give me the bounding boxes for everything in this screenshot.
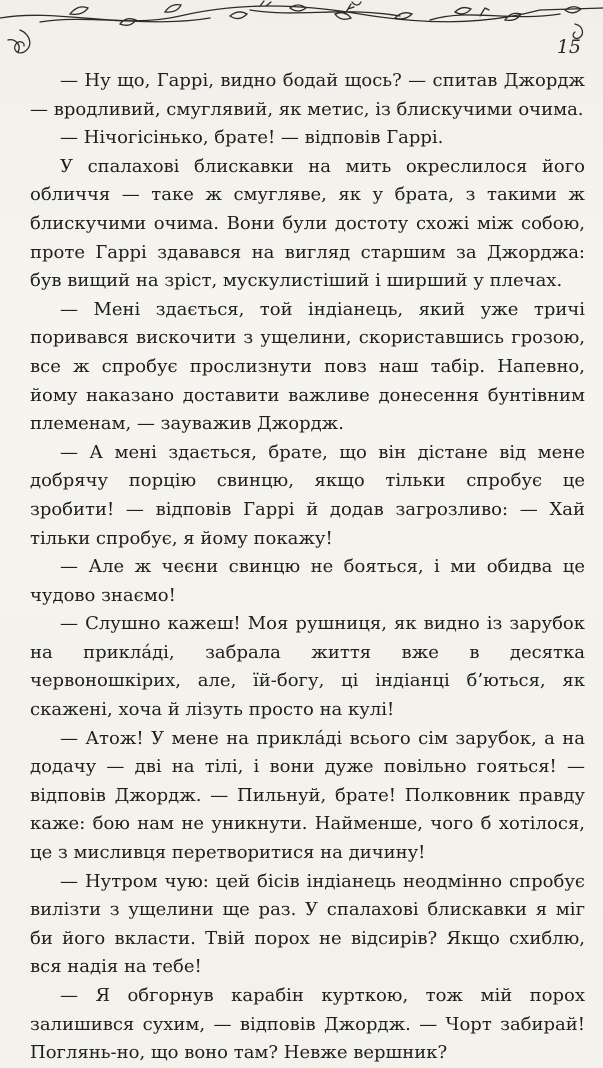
paragraph: — Ну що, Гаррі, видно бодай щось? — спитав Джордж — вродливий, смуглявий, як метис, із блискучими очима. — [30, 70, 585, 120]
paragraph: — Слушно кажеш! Моя рушниця, як видно із зарубок на прикла́ді, забрала життя вже в десятка червоношкірих, але, їй-богу, ці індіанці б’ються, як скажені, хоча й лізуть просто на кулі! — [30, 613, 585, 721]
paragraph: — Атож! У мене на прикла́ді всього сім зарубок, а на додачу — дві на тілі, і вони дуже повільно гояться! — відповів Джордж. — Пильнуй, брате! Полковник правду каже: бою нам не уникнути. Найменше, чого б хотілося, це з мисливця перетворитися на дичину! — [30, 727, 585, 864]
paragraph: — Нічогісінько, брате! — відповів Гаррі. — [60, 127, 444, 149]
paragraph: — Але ж чеєни свинцю не бояться, і ми обидва це чудово знаємо! — [30, 556, 585, 606]
paragraph: — Я обгорнув карабін курткою, тож мій порох залишився сухим, — відповів Джордж. — Чорт забирай! Поглянь-но, що воно там? Невже вершник? — [30, 985, 585, 1064]
body-text — [30, 67, 585, 1068]
paragraph: — Мені здається, той індіанець, який уже тричі поривався вискочити з ущелини, скориставшись грозою, все ж спробує прослизнути повз наш табір. Напевно, йому наказано доставити важливе донесення бунтівним племенам, — зауважив Джордж. — [30, 298, 585, 435]
paragraph: У спалахові блискавки на мить окреслилося його обличчя — таке ж смугляве, як у брата, з такими ж блискучими очима. Вони були достоту схожі між собою, проте Гаррі здавався на вигляд старшим за Джорджа: був вищий на зріст, мускулистіший і ширший у плечах. — [30, 155, 585, 292]
page-number: 15 — [556, 36, 581, 58]
paragraph: — А мені здається, брате, що він дістане від мене добрячу порцію свинцю, якщо тільки спробує це зробити! — відповів Гаррі й додав загрозливо: — Хай тільки спробує, я йому покажу! — [30, 441, 585, 549]
paragraph: — Нутром чую: цей бісів індіанець неодмінно спробує вилізти з ущелини ще раз. У спалахові блискавки я міг би його вкласти. Твій порох не відсирів? Якщо схиблю, вся надія на тебе! — [30, 870, 585, 978]
decorative-vine-ornament — [0, 0, 603, 60]
